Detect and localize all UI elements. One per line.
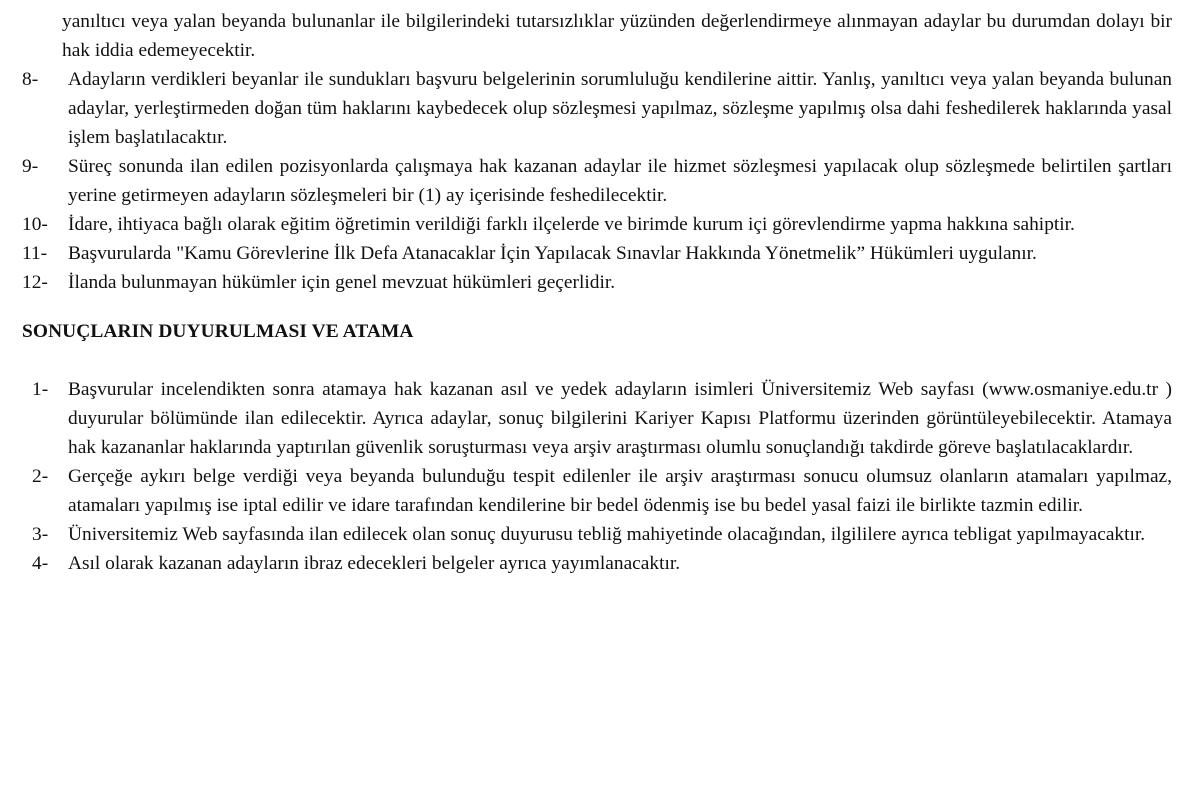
item-text: Üniversitemiz Web sayfasında ilan edilecek olan sonuç duyurusu tebliğ mahiyetinde olacağından, ilgililere ayrıca tebligat yapılmayacaktır. xyxy=(68,524,1146,545)
item-text: Başvurularda "Kamu Görevlerine İlk Defa Atanacaklar İçin Yapılacak Sınavlar Hakkında Yönetmelik” Hükümleri uygulanır. xyxy=(68,243,1037,264)
intro-continuation-paragraph: yanıltıcı veya yalan beyanda bulunanlar ile bilgilerindeki tutarsızlıklar yüzünden değerlendirmeye alınmayan adaylar bu durumdan dolayı bir hak iddia edemeyecektir. xyxy=(62,11,1172,61)
conditions-list xyxy=(22,65,1172,297)
item-number: 9- xyxy=(22,156,39,177)
item-text: Gerçeğe aykırı belge verdiği veya beyanda bulunduğu tespit edilenler ile arşiv araştırması sonucu olumsuz olanların atamaları yapılmaz, atamaları yapılmış ise iptal edilir ve idare tarafından kendilerine bir bedel ödenmiş ise bu bedel yasal faizi ile birlikte tazmin edilir. xyxy=(68,466,1172,516)
list-item xyxy=(22,462,1172,520)
item-number: 2- xyxy=(32,466,49,487)
item-number: 10- xyxy=(22,214,48,235)
item-text: İlanda bulunmayan hükümler için genel mevzuat hükümleri geçerlidir. xyxy=(68,272,616,293)
list-item xyxy=(22,239,1172,268)
item-number: 12- xyxy=(22,272,48,293)
item-text: İdare, ihtiyaca bağlı olarak eğitim öğretimin verildiği farklı ilçelerde ve birimde kurum içi görevlendirme yapma hakkına sahiptir. xyxy=(68,214,1075,235)
list-item xyxy=(22,549,1172,578)
item-text: Asıl olarak kazanan adayların ibraz edecekleri belgeler ayrıca yayımlanacaktır. xyxy=(68,553,681,574)
list-item xyxy=(22,375,1172,462)
list-item xyxy=(22,210,1172,239)
list-item xyxy=(22,152,1172,210)
item-number: 8- xyxy=(22,69,39,90)
item-number: 4- xyxy=(32,553,49,574)
item-text: Süreç sonunda ilan edilen pozisyonlarda çalışmaya hak kazanan adaylar ile hizmet sözleşmesi yapılacak olup sözleşmede belirtilen şartları yerine getirmeyen adayların sözleşmeleri bir (1) ay içerisinde feshedilecektir. xyxy=(68,156,1172,206)
item-number: 1- xyxy=(32,379,49,400)
item-number: 3- xyxy=(32,524,49,545)
list-item xyxy=(22,520,1172,549)
item-text: Başvurular incelendikten sonra atamaya hak kazanan asıl ve yedek adayların isimleri Üniversitemiz Web sayfası (www.osmaniye.edu.tr ) duyurular bölümünde ilan edilecektir. Ayrıca adaylar, sonuç bilgilerini Kariyer Kapısı Platformu üzerinden görüntüleyebilecektir. Atamaya hak kazananlar haklarında yaptırılan güvenlik soruşturması veya arşiv araştırması olumlu sonuçlandığı takdirde göreve başlatılacaklardır. xyxy=(68,379,1172,458)
list-item xyxy=(22,268,1172,297)
item-number: 11- xyxy=(22,243,48,264)
item-text: Adayların verdikleri beyanlar ile sundukları başvuru belgelerinin sorumluluğu kendilerine aittir. Yanlış, yanıltıcı veya yalan beyanda bulunan adaylar, yerleştirmeden doğan tüm haklarını kaybedecek olup sözleşmesi yapılmaz, sözleşme yapılmış olsa dahi feshedilerek haklarında yasal işlem başlatılacaktır. xyxy=(68,69,1172,148)
list-item xyxy=(22,65,1172,152)
section-heading: SONUÇLARIN DUYURULMASI VE ATAMA xyxy=(22,321,414,342)
results-list xyxy=(22,375,1172,578)
